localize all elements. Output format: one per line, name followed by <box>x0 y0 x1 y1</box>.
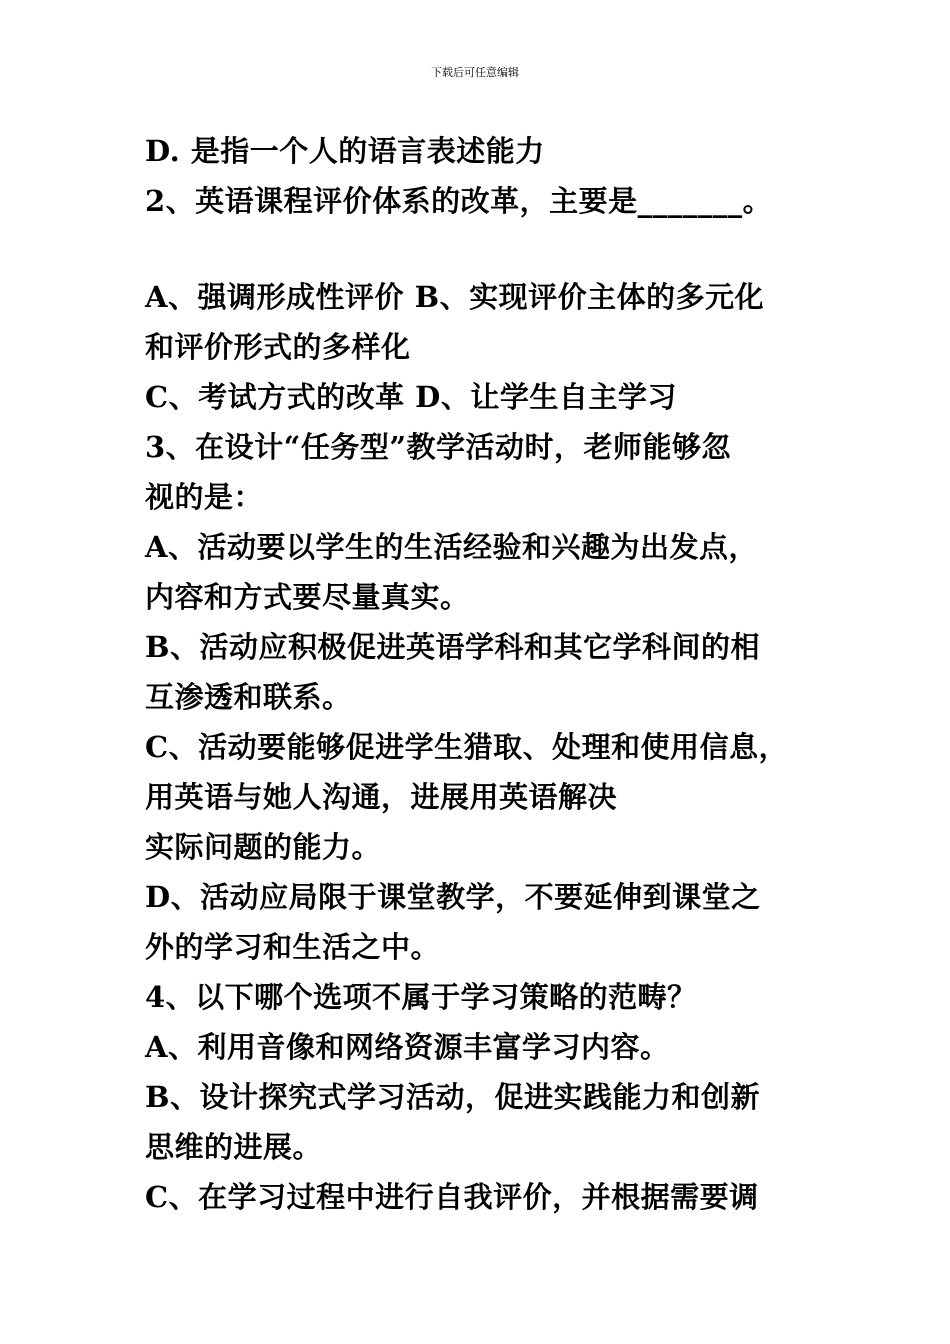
text-line: 内容和方式要尽量真实。 <box>145 580 470 614</box>
text-line: 3、在设计“任务型”教学活动时，老师能够忽 <box>145 430 732 464</box>
text-line: 外的学习和生活之中。 <box>145 930 441 964</box>
text-line: A、利用音像和网络资源丰富学习内容。 <box>145 1030 670 1064</box>
text-line: 和评价形式的多样化 <box>145 330 411 364</box>
text-line: C、在学习过程中进行自我评价，并根据需要调 <box>145 1180 759 1214</box>
text-line: 视的是： <box>145 480 264 514</box>
text-line: 思维的进展。 <box>145 1130 323 1164</box>
text-line: 2、英语课程评价体系的改革，主要是_______。 <box>145 184 773 218</box>
text-line: 用英语与她人沟通，进展用英语解决 <box>145 780 618 814</box>
text-line: A、强调形成性评价 B、实现评价主体的多元化 <box>145 280 765 314</box>
text-line: 4、以下哪个选项不属于学习策略的范畴？ <box>145 980 697 1014</box>
text-line: C、活动要能够促进学生猎取、处理和使用信息， <box>145 730 789 764</box>
text-line: C、考试方式的改革 D、让学生自主学习 <box>145 380 677 414</box>
text-line: D、活动应局限于课堂教学，不要延伸到课堂之 <box>145 880 761 914</box>
text-line: D. 是指一个人的语言表述能力 <box>145 134 545 168</box>
text-line: A、活动要以学生的生活经验和兴趣为出发点， <box>145 530 759 564</box>
text-line: B、设计探究式学习活动，促进实践能力和创新 <box>145 1080 761 1114</box>
text-line: B、活动应积极促进英语学科和其它学科间的相 <box>145 630 761 664</box>
document-body <box>145 126 845 1222</box>
text-line: 实际问题的能力。 <box>145 830 382 864</box>
page-header: 下载后可任意编辑 <box>431 66 519 79</box>
text-line: 互渗透和联系。 <box>145 680 352 714</box>
